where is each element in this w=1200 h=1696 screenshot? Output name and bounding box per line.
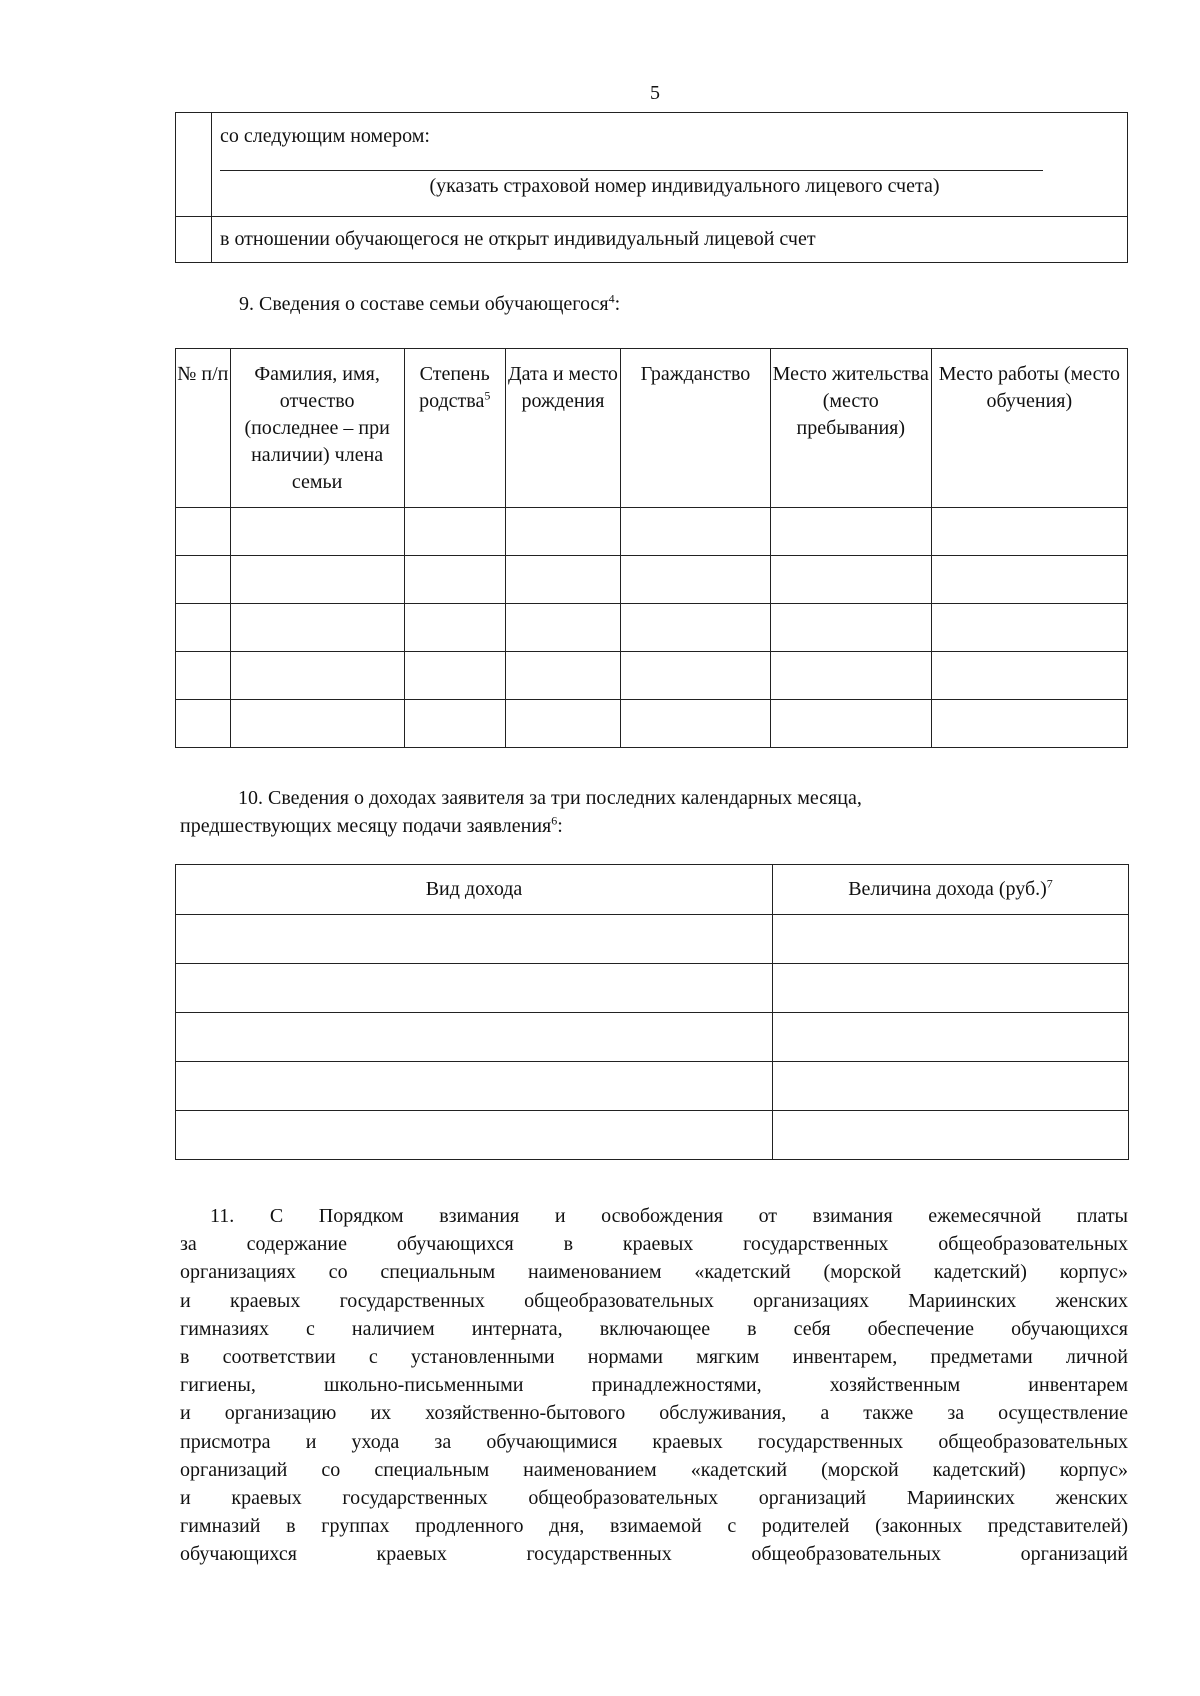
family-cell[interactable]: [505, 604, 620, 652]
family-cell[interactable]: [931, 652, 1127, 700]
family-cell[interactable]: [230, 604, 404, 652]
family-cell[interactable]: [770, 556, 931, 604]
snils-option1-hint: (указать страховой номер индивидуального лицевого счета): [429, 175, 940, 197]
income-cell[interactable]: [176, 915, 773, 964]
family-cell[interactable]: [770, 508, 931, 556]
section11-line: гимназий в группах продленного дня, взимаемой с родителей (законных представителей): [180, 1515, 1128, 1538]
family-cell[interactable]: [621, 652, 771, 700]
income-cell[interactable]: [773, 1111, 1129, 1160]
family-cell[interactable]: [505, 556, 620, 604]
family-col-residence: Место жительства (место пребывания): [770, 349, 931, 508]
family-cell[interactable]: [230, 700, 404, 748]
family-cell[interactable]: [931, 604, 1127, 652]
income-cell[interactable]: [176, 1111, 773, 1160]
snils-checkbox-option1[interactable]: [176, 113, 212, 217]
income-table: [175, 864, 1129, 1160]
income-row: [176, 1111, 1129, 1160]
family-row: [176, 652, 1128, 700]
family-cell[interactable]: [404, 700, 505, 748]
section11-line: в соответствии с установленными нормами мягким инвентарем, предметами личной: [180, 1346, 1128, 1369]
family-row: [176, 700, 1128, 748]
family-row: [176, 604, 1128, 652]
family-cell[interactable]: [230, 556, 404, 604]
snils-checkbox-option2[interactable]: [176, 217, 212, 263]
family-col-num: № п/п: [176, 349, 231, 508]
section11-line: организациях со специальным наименованием «кадетский (морской кадетский) корпус»: [180, 1261, 1128, 1284]
section11-line: гимназиях с наличием интерната, включающее в себя обеспечение обучающихся: [180, 1317, 1128, 1340]
section11-line: обучающихся краевых государственных общеобразовательных организаций: [180, 1543, 1128, 1566]
income-cell[interactable]: [773, 1013, 1129, 1062]
family-cell[interactable]: [621, 556, 771, 604]
family-cell[interactable]: [505, 508, 620, 556]
family-cell[interactable]: [621, 508, 771, 556]
family-cell[interactable]: [770, 700, 931, 748]
family-cell[interactable]: [770, 604, 931, 652]
family-col-name: Фамилия, имя, отчество (последнее – при наличии) члена семьи: [230, 349, 404, 508]
income-cell[interactable]: [176, 1062, 773, 1111]
income-table-header: [176, 865, 1129, 915]
section11-line: и организацию их хозяйственно-бытового обслуживания, а также за осуществление: [180, 1402, 1128, 1425]
family-cell[interactable]: [931, 508, 1127, 556]
snils-number-field[interactable]: [220, 148, 1043, 171]
family-cell[interactable]: [931, 556, 1127, 604]
family-table-header: [176, 349, 1128, 508]
section11-line: и краевых государственных общеобразовательных организаций Мариинских женских: [180, 1487, 1128, 1510]
family-cell[interactable]: [404, 652, 505, 700]
section11-line: гигиены, школьно-письменными принадлежностями, хозяйственным инвентарем: [180, 1374, 1128, 1397]
section11-paragraph: [180, 1202, 1128, 1569]
snils-option1-label: со следующим номером:: [220, 125, 430, 147]
income-cell[interactable]: [176, 964, 773, 1013]
family-cell[interactable]: [176, 700, 231, 748]
family-cell[interactable]: [770, 652, 931, 700]
family-cell[interactable]: [404, 604, 505, 652]
section9-title: 9. Сведения о составе семьи обучающегося$^4$:: [239, 291, 621, 315]
family-cell[interactable]: [176, 556, 231, 604]
family-col-citizenship: Гражданство: [621, 349, 771, 508]
family-col-birth: Дата и место рождения: [505, 349, 620, 508]
income-row: [176, 1013, 1129, 1062]
family-cell[interactable]: [176, 508, 231, 556]
family-cell[interactable]: [404, 556, 505, 604]
family-cell[interactable]: [230, 508, 404, 556]
family-cell[interactable]: [404, 508, 505, 556]
section10-title: [180, 784, 1128, 840]
income-col-amount: Величина дохода $(руб.)^7$: [773, 865, 1129, 915]
section11-line: 11. С Порядком взимания и освобождения от взимания ежемесячной платы: [210, 1205, 1128, 1227]
family-col-work: Место работы (место обучения): [931, 349, 1127, 508]
page-number: 5: [650, 82, 660, 104]
family-col-relation: Степень родства$^5$: [404, 349, 505, 508]
income-row: [176, 915, 1129, 964]
income-row: [176, 964, 1129, 1013]
income-row: [176, 1062, 1129, 1111]
section10-line1: 10. Сведения о доходах заявителя за три последних календарных месяца,: [238, 787, 862, 809]
family-cell[interactable]: [931, 700, 1127, 748]
family-cell[interactable]: [505, 652, 620, 700]
income-cell[interactable]: [773, 1062, 1129, 1111]
family-cell[interactable]: [621, 700, 771, 748]
section11-line: и краевых государственных общеобразовательных организациях Мариинских женских: [180, 1289, 1128, 1312]
snils-table: [175, 112, 1128, 263]
family-cell[interactable]: [505, 700, 620, 748]
section11-line: присмотра и ухода за обучающимися краевых государственных общеобразовательных: [180, 1430, 1128, 1453]
family-cell[interactable]: [176, 652, 231, 700]
income-cell[interactable]: [773, 964, 1129, 1013]
snils-option2-label: в отношении обучающегося не открыт индивидуальный лицевой счет: [212, 217, 1128, 263]
income-cell[interactable]: [176, 1013, 773, 1062]
family-cell[interactable]: [230, 652, 404, 700]
section10-line2: предшествующих месяцу подачи заявления$^6$:: [180, 813, 563, 837]
family-cell[interactable]: [621, 604, 771, 652]
income-cell[interactable]: [773, 915, 1129, 964]
family-cell[interactable]: [176, 604, 231, 652]
snils-option1-cell: [212, 113, 1128, 217]
income-col-type: Вид дохода: [176, 865, 773, 915]
family-row: [176, 556, 1128, 604]
section11-line: за содержание обучающихся в краевых государственных общеобразовательных: [180, 1233, 1128, 1256]
family-table: [175, 348, 1128, 748]
section11-line: организаций со специальным наименованием «кадетский (морской кадетский) корпус»: [180, 1458, 1128, 1481]
family-row: [176, 508, 1128, 556]
